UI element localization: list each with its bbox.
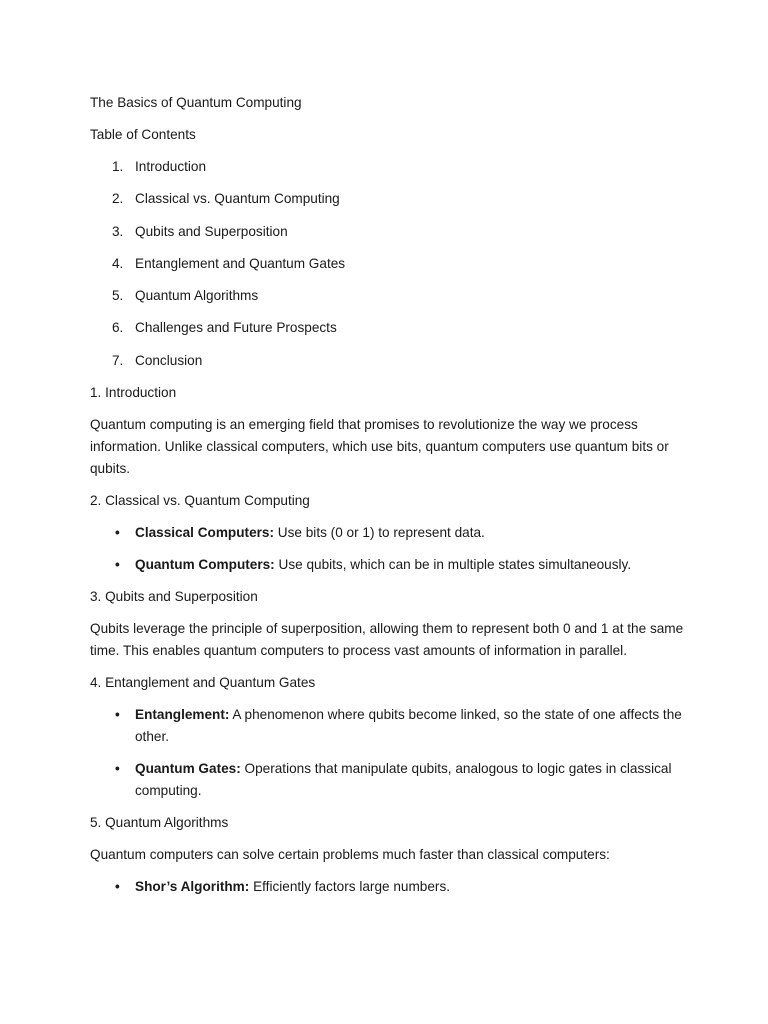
toc-label: Challenges and Future Prospects (135, 320, 337, 336)
section-body-introduction: Quantum computing is an emerging field that promises to revolutionize the way we process information. Unlike classical computers, which use bits, quantum computers use quantum bits or qubits. (90, 417, 669, 477)
bullet-list-entanglement (90, 704, 690, 802)
section-heading-qubits: 3. Qubits and Superposition (90, 589, 258, 605)
section-heading-entanglement: 4. Entanglement and Quantum Gates (90, 675, 316, 691)
bullet-text: A phenomenon where qubits become linked, so the state of one affects the other. (135, 707, 682, 745)
bullet-glyph: • (115, 761, 120, 777)
bullet-glyph: • (115, 557, 120, 573)
toc-number: 1. (112, 159, 124, 174)
bullet-term: Entanglement: (135, 707, 230, 723)
toc-item (90, 156, 690, 178)
bullet-text: Operations that manipulate qubits, analogous to logic gates in classical computing. (135, 761, 672, 799)
toc-number: 6. (112, 320, 124, 336)
section-body-qubits: Qubits leverage the principle of superposition, allowing them to represent both 0 and 1 at the same time. This enables quantum computers to process vast amounts of information in parallel. (90, 621, 684, 659)
list-item (90, 522, 690, 544)
toc-label: Entanglement and Quantum Gates (135, 255, 346, 271)
section-heading-classical-vs-quantum: 2. Classical vs. Quantum Computing (90, 493, 310, 509)
toc-label: Introduction (135, 159, 207, 174)
toc-item (90, 350, 690, 372)
toc-number: 2. (112, 191, 124, 207)
bullet-glyph: • (115, 707, 120, 723)
list-item (90, 554, 690, 576)
toc-item (90, 253, 690, 275)
toc-number: 7. (112, 352, 124, 368)
bullet-term: Quantum Gates: (135, 761, 241, 777)
toc-label: Quantum Algorithms (135, 288, 259, 304)
list-item (90, 876, 690, 898)
bullet-list-algorithms (90, 876, 690, 898)
bullet-term: Classical Computers: (135, 525, 275, 541)
list-item (90, 704, 690, 748)
toc-item (90, 188, 690, 210)
document-title: The Basics of Quantum Computing (90, 95, 302, 110)
document-page (90, 92, 690, 908)
bullet-glyph: • (115, 525, 120, 541)
table-of-contents (90, 156, 690, 372)
toc-label: Qubits and Superposition (135, 223, 288, 239)
toc-number: 5. (112, 288, 124, 304)
bullet-glyph: • (115, 879, 120, 895)
toc-number: 4. (112, 255, 124, 271)
bullet-list-classical-vs-quantum (90, 522, 690, 576)
bullet-term: Quantum Computers: (135, 557, 275, 573)
section-body-algorithms: Quantum computers can solve certain problems much faster than classical computers: (90, 847, 610, 863)
list-item (90, 758, 690, 802)
bullet-term: Shor’s Algorithm: (135, 879, 250, 895)
bullet-text: Use qubits, which can be in multiple states simultaneously. (274, 557, 632, 573)
bullet-text: Use bits (0 or 1) to represent data. (274, 525, 485, 541)
toc-item (90, 285, 690, 307)
toc-item (90, 317, 690, 339)
bullet-text: Efficiently factors large numbers. (249, 879, 451, 895)
toc-heading: Table of Contents (90, 127, 196, 142)
toc-label: Conclusion (135, 352, 203, 368)
section-heading-introduction: 1. Introduction (90, 385, 177, 401)
toc-number: 3. (112, 223, 124, 239)
section-heading-algorithms: 5. Quantum Algorithms (90, 815, 229, 831)
toc-item (90, 221, 690, 243)
toc-label: Classical vs. Quantum Computing (135, 191, 340, 207)
